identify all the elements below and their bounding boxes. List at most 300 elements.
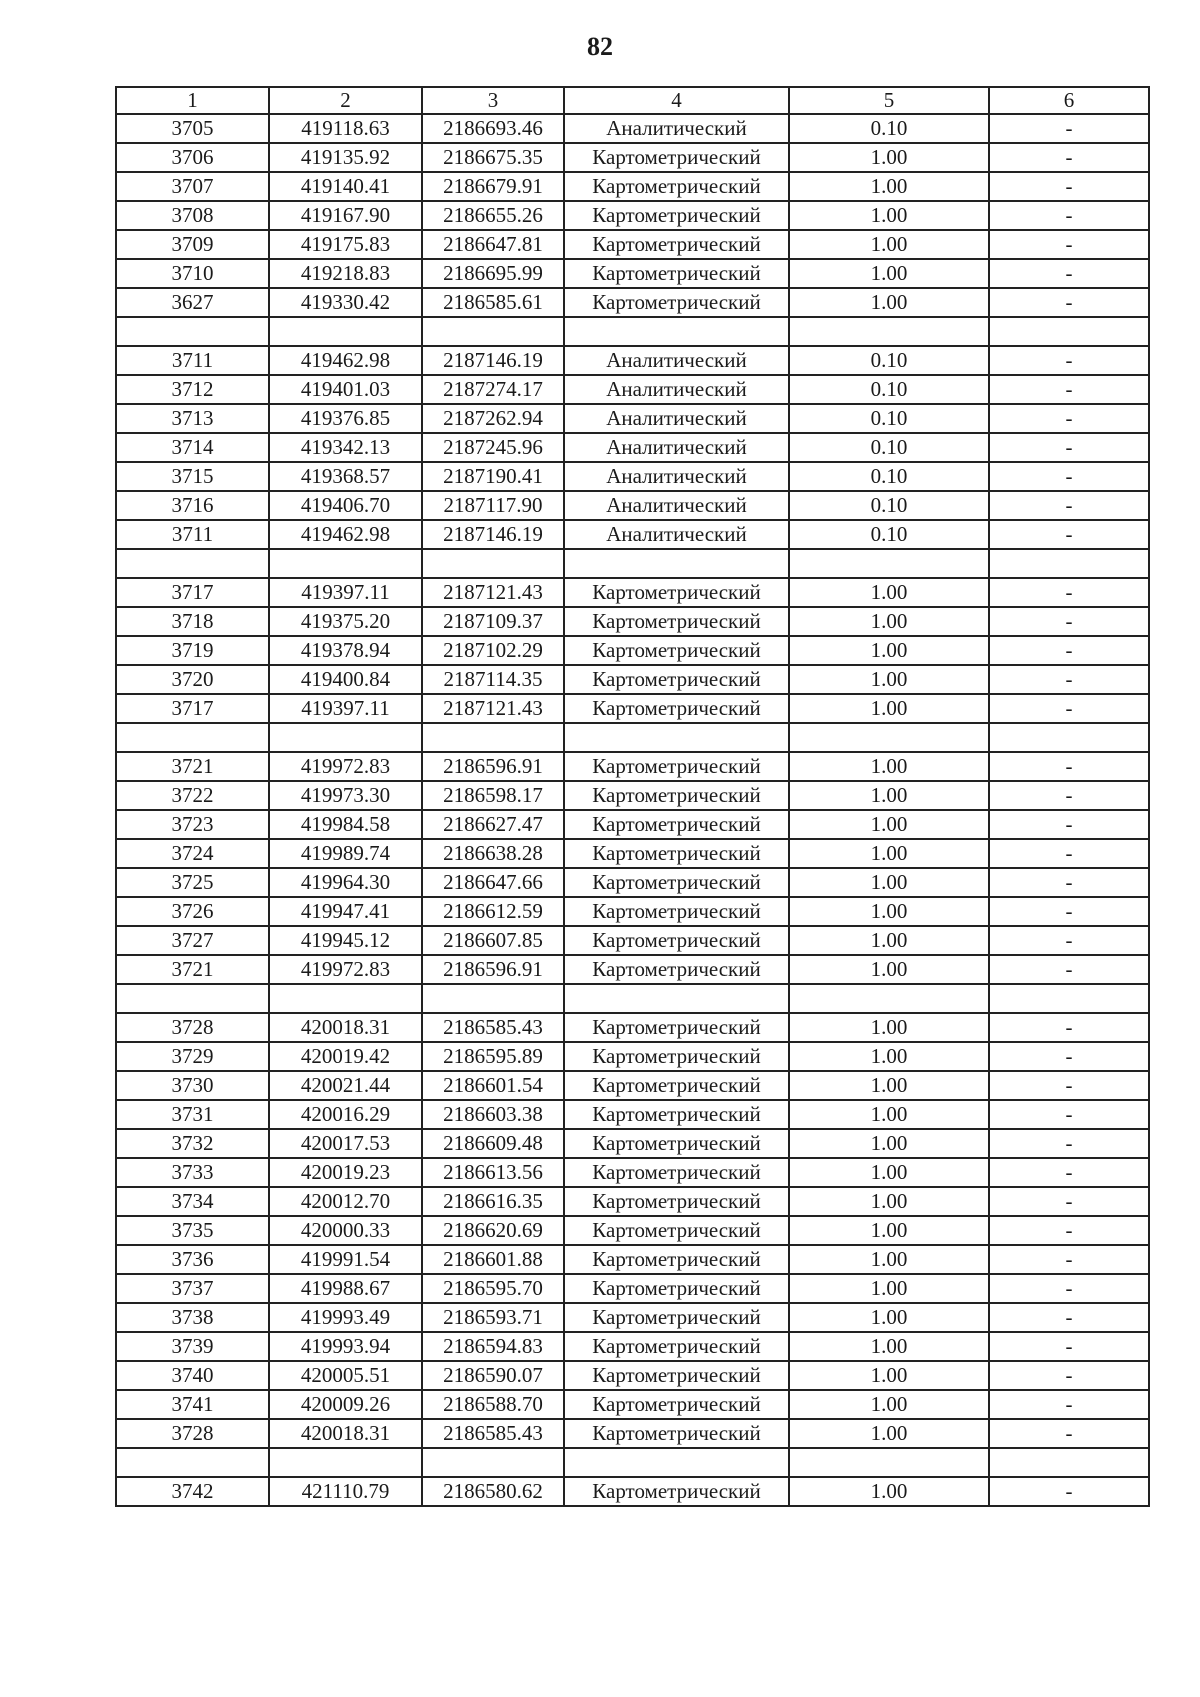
description-cell: -: [989, 230, 1149, 259]
description-cell: -: [989, 839, 1149, 868]
table-row: [116, 752, 1149, 781]
x-coordinate-cell: 420012.70: [269, 1187, 422, 1216]
table-row: [116, 433, 1149, 462]
accuracy-cell: 1.00: [789, 810, 989, 839]
method-cell: Картометрический: [564, 694, 789, 723]
table-row: [116, 781, 1149, 810]
y-coordinate-cell: 2186695.99: [422, 259, 564, 288]
accuracy-cell: 1.00: [789, 1100, 989, 1129]
description-cell: -: [989, 955, 1149, 984]
point-number-cell: 3737: [116, 1274, 269, 1303]
point-number-cell: 3740: [116, 1361, 269, 1390]
accuracy-cell: 1.00: [789, 897, 989, 926]
table-row: [116, 1216, 1149, 1245]
y-coordinate-cell: 2186603.38: [422, 1100, 564, 1129]
y-coordinate-cell: 2186585.43: [422, 1013, 564, 1042]
y-coordinate-cell: 2186693.46: [422, 114, 564, 143]
x-coordinate-cell: 419984.58: [269, 810, 422, 839]
y-coordinate-cell: [422, 723, 564, 752]
point-number-cell: 3712: [116, 375, 269, 404]
method-cell: Аналитический: [564, 462, 789, 491]
accuracy-cell: 1.00: [789, 1216, 989, 1245]
x-coordinate-cell: 420017.53: [269, 1129, 422, 1158]
accuracy-cell: 0.10: [789, 114, 989, 143]
x-coordinate-cell: 419988.67: [269, 1274, 422, 1303]
point-number-cell: 3741: [116, 1390, 269, 1419]
y-coordinate-cell: 2187146.19: [422, 346, 564, 375]
accuracy-cell: 0.10: [789, 520, 989, 549]
description-cell: -: [989, 1390, 1149, 1419]
accuracy-cell: 1.00: [789, 172, 989, 201]
description-cell: [989, 317, 1149, 346]
description-cell: -: [989, 1013, 1149, 1042]
accuracy-cell: 1.00: [789, 1477, 989, 1506]
point-number-cell: 3732: [116, 1129, 269, 1158]
y-coordinate-cell: [422, 984, 564, 1013]
x-coordinate-cell: 419964.30: [269, 868, 422, 897]
table-row: [116, 810, 1149, 839]
x-coordinate-cell: 419972.83: [269, 752, 422, 781]
method-cell: Картометрический: [564, 288, 789, 317]
x-coordinate-cell: 419397.11: [269, 578, 422, 607]
description-cell: -: [989, 752, 1149, 781]
table-row: [116, 346, 1149, 375]
method-cell: Картометрический: [564, 259, 789, 288]
accuracy-cell: 1.00: [789, 781, 989, 810]
point-number-cell: 3706: [116, 143, 269, 172]
method-cell: [564, 317, 789, 346]
description-cell: -: [989, 1100, 1149, 1129]
x-coordinate-cell: 420016.29: [269, 1100, 422, 1129]
method-cell: Картометрический: [564, 1245, 789, 1274]
method-cell: Картометрический: [564, 1477, 789, 1506]
accuracy-cell: 1.00: [789, 636, 989, 665]
x-coordinate-cell: 419330.42: [269, 288, 422, 317]
table-row: [116, 955, 1149, 984]
x-coordinate-cell: 419993.94: [269, 1332, 422, 1361]
accuracy-cell: 1.00: [789, 1129, 989, 1158]
point-number-cell: 3711: [116, 520, 269, 549]
method-cell: Картометрический: [564, 607, 789, 636]
point-number-cell: 3728: [116, 1419, 269, 1448]
y-coordinate-cell: 2186585.43: [422, 1419, 564, 1448]
x-coordinate-cell: 419118.63: [269, 114, 422, 143]
method-cell: Картометрический: [564, 1216, 789, 1245]
description-cell: -: [989, 578, 1149, 607]
description-cell: -: [989, 201, 1149, 230]
x-coordinate-cell: 419378.94: [269, 636, 422, 665]
point-number-cell: 3733: [116, 1158, 269, 1187]
table-row: [116, 578, 1149, 607]
x-coordinate-cell: 419947.41: [269, 897, 422, 926]
table-row: [116, 665, 1149, 694]
accuracy-cell: [789, 317, 989, 346]
method-cell: Картометрический: [564, 868, 789, 897]
table-row: [116, 1100, 1149, 1129]
table-row: [116, 1332, 1149, 1361]
separator-row: [116, 723, 1149, 752]
accuracy-cell: 0.10: [789, 491, 989, 520]
x-coordinate-cell: 419972.83: [269, 955, 422, 984]
y-coordinate-cell: 2186675.35: [422, 143, 564, 172]
description-cell: -: [989, 491, 1149, 520]
point-number-cell: 3710: [116, 259, 269, 288]
accuracy-cell: 1.00: [789, 955, 989, 984]
x-coordinate-cell: 419991.54: [269, 1245, 422, 1274]
table-header: [116, 87, 1149, 114]
accuracy-cell: 1.00: [789, 1071, 989, 1100]
method-cell: Аналитический: [564, 404, 789, 433]
point-number-cell: 3723: [116, 810, 269, 839]
description-cell: -: [989, 1187, 1149, 1216]
description-cell: -: [989, 462, 1149, 491]
x-coordinate-cell: 420021.44: [269, 1071, 422, 1100]
accuracy-cell: 1.00: [789, 1042, 989, 1071]
method-cell: Картометрический: [564, 1332, 789, 1361]
accuracy-cell: 1.00: [789, 1390, 989, 1419]
accuracy-cell: 1.00: [789, 1245, 989, 1274]
description-cell: -: [989, 781, 1149, 810]
y-coordinate-cell: 2187121.43: [422, 694, 564, 723]
x-coordinate-cell: 419140.41: [269, 172, 422, 201]
y-coordinate-cell: 2187109.37: [422, 607, 564, 636]
method-cell: Аналитический: [564, 375, 789, 404]
method-cell: Аналитический: [564, 114, 789, 143]
point-number-cell: [116, 1448, 269, 1477]
table-row: [116, 491, 1149, 520]
accuracy-cell: 1.00: [789, 288, 989, 317]
description-cell: -: [989, 1332, 1149, 1361]
y-coordinate-cell: 2186627.47: [422, 810, 564, 839]
y-coordinate-cell: 2186593.71: [422, 1303, 564, 1332]
table-row: [116, 926, 1149, 955]
point-number-cell: 3707: [116, 172, 269, 201]
point-number-cell: 3724: [116, 839, 269, 868]
description-cell: -: [989, 1216, 1149, 1245]
description-cell: [989, 549, 1149, 578]
method-cell: [564, 984, 789, 1013]
point-number-cell: 3721: [116, 955, 269, 984]
point-number-cell: 3721: [116, 752, 269, 781]
y-coordinate-cell: 2186609.48: [422, 1129, 564, 1158]
accuracy-cell: 1.00: [789, 868, 989, 897]
table-row: [116, 1245, 1149, 1274]
accuracy-cell: 1.00: [789, 143, 989, 172]
table-row: [116, 1303, 1149, 1332]
point-number-cell: 3730: [116, 1071, 269, 1100]
method-cell: Картометрический: [564, 1419, 789, 1448]
table-row: [116, 1361, 1149, 1390]
y-coordinate-cell: 2187114.35: [422, 665, 564, 694]
y-coordinate-cell: 2186595.70: [422, 1274, 564, 1303]
point-number-cell: [116, 549, 269, 578]
y-coordinate-cell: 2187190.41: [422, 462, 564, 491]
x-coordinate-cell: 419397.11: [269, 694, 422, 723]
table-row: [116, 375, 1149, 404]
accuracy-cell: 0.10: [789, 375, 989, 404]
x-coordinate-cell: 419462.98: [269, 520, 422, 549]
description-cell: -: [989, 375, 1149, 404]
point-number-cell: 3735: [116, 1216, 269, 1245]
description-cell: -: [989, 1477, 1149, 1506]
description-cell: -: [989, 1158, 1149, 1187]
description-cell: -: [989, 1071, 1149, 1100]
y-coordinate-cell: 2186601.88: [422, 1245, 564, 1274]
y-coordinate-cell: 2186612.59: [422, 897, 564, 926]
point-number-cell: 3715: [116, 462, 269, 491]
method-cell: Картометрический: [564, 230, 789, 259]
page-number: 82: [587, 32, 613, 61]
point-number-cell: 3714: [116, 433, 269, 462]
x-coordinate-cell: 419462.98: [269, 346, 422, 375]
point-number-cell: 3727: [116, 926, 269, 955]
x-coordinate-cell: 419401.03: [269, 375, 422, 404]
point-number-cell: 3738: [116, 1303, 269, 1332]
accuracy-cell: 1.00: [789, 1274, 989, 1303]
table-row: [116, 636, 1149, 665]
accuracy-cell: [789, 984, 989, 1013]
x-coordinate-cell: 419989.74: [269, 839, 422, 868]
method-cell: Картометрический: [564, 172, 789, 201]
y-coordinate-cell: 2187245.96: [422, 433, 564, 462]
x-coordinate-cell: 420019.42: [269, 1042, 422, 1071]
table-row: [116, 1187, 1149, 1216]
table-row: [116, 114, 1149, 143]
y-coordinate-cell: 2186655.26: [422, 201, 564, 230]
description-cell: -: [989, 1303, 1149, 1332]
y-coordinate-cell: [422, 1448, 564, 1477]
description-cell: -: [989, 1042, 1149, 1071]
accuracy-cell: 0.10: [789, 404, 989, 433]
accuracy-cell: 0.10: [789, 346, 989, 375]
y-coordinate-cell: 2187146.19: [422, 520, 564, 549]
description-cell: -: [989, 433, 1149, 462]
separator-row: [116, 984, 1149, 1013]
table-row: [116, 230, 1149, 259]
y-coordinate-cell: 2186580.62: [422, 1477, 564, 1506]
table-row: [116, 1390, 1149, 1419]
accuracy-cell: 1.00: [789, 201, 989, 230]
x-coordinate-cell: 419376.85: [269, 404, 422, 433]
separator-row: [116, 549, 1149, 578]
description-cell: -: [989, 897, 1149, 926]
header-cell-2: 2: [269, 87, 422, 114]
point-number-cell: 3736: [116, 1245, 269, 1274]
method-cell: Картометрический: [564, 1100, 789, 1129]
x-coordinate-cell: 419175.83: [269, 230, 422, 259]
header-cell-1: 1: [116, 87, 269, 114]
x-coordinate-cell: [269, 549, 422, 578]
x-coordinate-cell: 420009.26: [269, 1390, 422, 1419]
y-coordinate-cell: 2187102.29: [422, 636, 564, 665]
y-coordinate-cell: 2186679.91: [422, 172, 564, 201]
accuracy-cell: [789, 1448, 989, 1477]
table-row: [116, 839, 1149, 868]
point-number-cell: 3725: [116, 868, 269, 897]
y-coordinate-cell: 2186620.69: [422, 1216, 564, 1245]
point-number-cell: 3709: [116, 230, 269, 259]
method-cell: Картометрический: [564, 1274, 789, 1303]
y-coordinate-cell: 2186616.35: [422, 1187, 564, 1216]
point-number-cell: 3720: [116, 665, 269, 694]
table-row: [116, 520, 1149, 549]
method-cell: Картометрический: [564, 636, 789, 665]
point-number-cell: 3711: [116, 346, 269, 375]
header-cell-6: 6: [989, 87, 1149, 114]
x-coordinate-cell: 420018.31: [269, 1419, 422, 1448]
method-cell: Картометрический: [564, 781, 789, 810]
table-row: [116, 868, 1149, 897]
accuracy-cell: 1.00: [789, 665, 989, 694]
x-coordinate-cell: 420019.23: [269, 1158, 422, 1187]
point-number-cell: [116, 317, 269, 346]
y-coordinate-cell: 2186594.83: [422, 1332, 564, 1361]
method-cell: Аналитический: [564, 491, 789, 520]
point-number-cell: [116, 984, 269, 1013]
y-coordinate-cell: 2186601.54: [422, 1071, 564, 1100]
y-coordinate-cell: 2186595.89: [422, 1042, 564, 1071]
x-coordinate-cell: 419993.49: [269, 1303, 422, 1332]
method-cell: [564, 549, 789, 578]
y-coordinate-cell: 2186598.17: [422, 781, 564, 810]
header-cell-3: 3: [422, 87, 564, 114]
point-number-cell: 3726: [116, 897, 269, 926]
y-coordinate-cell: 2187117.90: [422, 491, 564, 520]
description-cell: -: [989, 1419, 1149, 1448]
table-row: [116, 1419, 1149, 1448]
separator-row: [116, 317, 1149, 346]
point-number-cell: 3728: [116, 1013, 269, 1042]
accuracy-cell: [789, 549, 989, 578]
x-coordinate-cell: 420018.31: [269, 1013, 422, 1042]
y-coordinate-cell: 2187262.94: [422, 404, 564, 433]
method-cell: Аналитический: [564, 520, 789, 549]
description-cell: -: [989, 665, 1149, 694]
accuracy-cell: 1.00: [789, 1361, 989, 1390]
y-coordinate-cell: 2186647.66: [422, 868, 564, 897]
table-row: [116, 1274, 1149, 1303]
description-cell: -: [989, 868, 1149, 897]
point-number-cell: 3717: [116, 694, 269, 723]
accuracy-cell: 1.00: [789, 1419, 989, 1448]
method-cell: Картометрический: [564, 897, 789, 926]
method-cell: Аналитический: [564, 346, 789, 375]
method-cell: Картометрический: [564, 1129, 789, 1158]
method-cell: Картометрический: [564, 752, 789, 781]
point-number-cell: 3729: [116, 1042, 269, 1071]
y-coordinate-cell: 2186613.56: [422, 1158, 564, 1187]
accuracy-cell: 0.10: [789, 433, 989, 462]
y-coordinate-cell: [422, 549, 564, 578]
point-number-cell: 3713: [116, 404, 269, 433]
method-cell: Картометрический: [564, 1303, 789, 1332]
method-cell: Картометрический: [564, 926, 789, 955]
table-row: [116, 1042, 1149, 1071]
description-cell: -: [989, 694, 1149, 723]
x-coordinate-cell: 419406.70: [269, 491, 422, 520]
method-cell: Картометрический: [564, 1071, 789, 1100]
x-coordinate-cell: 419945.12: [269, 926, 422, 955]
x-coordinate-cell: 421110.79: [269, 1477, 422, 1506]
table-row: [116, 1071, 1149, 1100]
point-number-cell: 3731: [116, 1100, 269, 1129]
table-row: [116, 259, 1149, 288]
y-coordinate-cell: 2186607.85: [422, 926, 564, 955]
accuracy-cell: [789, 723, 989, 752]
x-coordinate-cell: 419973.30: [269, 781, 422, 810]
accuracy-cell: 1.00: [789, 1187, 989, 1216]
accuracy-cell: 1.00: [789, 230, 989, 259]
x-coordinate-cell: [269, 1448, 422, 1477]
table-row: [116, 1013, 1149, 1042]
method-cell: Картометрический: [564, 810, 789, 839]
table-row: [116, 172, 1149, 201]
table-row: [116, 143, 1149, 172]
accuracy-cell: 1.00: [789, 259, 989, 288]
point-number-cell: 3718: [116, 607, 269, 636]
point-number-cell: 3734: [116, 1187, 269, 1216]
method-cell: Картометрический: [564, 1158, 789, 1187]
method-cell: Картометрический: [564, 1042, 789, 1071]
description-cell: [989, 723, 1149, 752]
y-coordinate-cell: 2186588.70: [422, 1390, 564, 1419]
method-cell: [564, 723, 789, 752]
table-body: [116, 114, 1149, 1506]
y-coordinate-cell: [422, 317, 564, 346]
accuracy-cell: 1.00: [789, 607, 989, 636]
accuracy-cell: 1.00: [789, 1303, 989, 1332]
x-coordinate-cell: 420000.33: [269, 1216, 422, 1245]
description-cell: -: [989, 172, 1149, 201]
table-row: [116, 462, 1149, 491]
accuracy-cell: 1.00: [789, 1013, 989, 1042]
description-cell: -: [989, 404, 1149, 433]
method-cell: Картометрический: [564, 665, 789, 694]
method-cell: Картометрический: [564, 201, 789, 230]
point-number-cell: 3719: [116, 636, 269, 665]
header-row: [116, 87, 1149, 114]
accuracy-cell: 1.00: [789, 694, 989, 723]
y-coordinate-cell: 2186647.81: [422, 230, 564, 259]
accuracy-cell: 1.00: [789, 1158, 989, 1187]
table-row: [116, 607, 1149, 636]
point-number-cell: 3739: [116, 1332, 269, 1361]
description-cell: -: [989, 143, 1149, 172]
point-number-cell: 3705: [116, 114, 269, 143]
method-cell: Картометрический: [564, 1361, 789, 1390]
accuracy-cell: 1.00: [789, 752, 989, 781]
method-cell: Картометрический: [564, 839, 789, 868]
header-cell-4: 4: [564, 87, 789, 114]
point-number-cell: [116, 723, 269, 752]
x-coordinate-cell: 419375.20: [269, 607, 422, 636]
x-coordinate-cell: 419368.57: [269, 462, 422, 491]
y-coordinate-cell: 2187274.17: [422, 375, 564, 404]
y-coordinate-cell: 2186638.28: [422, 839, 564, 868]
header-cell-5: 5: [789, 87, 989, 114]
accuracy-cell: 1.00: [789, 578, 989, 607]
table-row: [116, 897, 1149, 926]
x-coordinate-cell: 419218.83: [269, 259, 422, 288]
table-row: [116, 1129, 1149, 1158]
point-number-cell: 3722: [116, 781, 269, 810]
description-cell: -: [989, 259, 1149, 288]
y-coordinate-cell: 2186590.07: [422, 1361, 564, 1390]
accuracy-cell: 1.00: [789, 839, 989, 868]
description-cell: -: [989, 607, 1149, 636]
method-cell: [564, 1448, 789, 1477]
method-cell: Картометрический: [564, 578, 789, 607]
